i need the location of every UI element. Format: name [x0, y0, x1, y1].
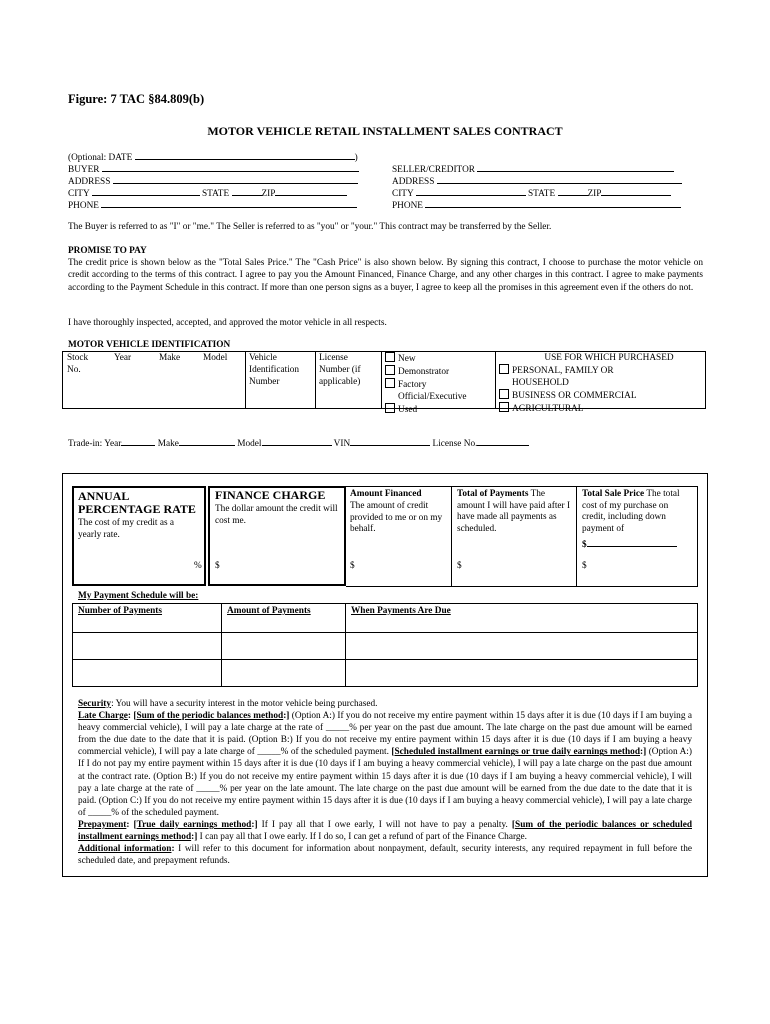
seller-label: SELLER/CREDITOR: [392, 165, 475, 175]
trade-model-label: Model: [237, 439, 262, 449]
late-text: (Option A:) If you do not receive my entire payment within 15 days after it is due (10 days if I am buying a heavy commercial vehicle), I will pay a late charge at the rate of _____% per year on the past due amount. The late charge on the past due amount will be earned from the due date to the date that it is paid. (Option B:) If you do not receive my entire payment within 15 days after it is due (10 days if I am buying a heavy commercial vehicle), I will pay a late charge of _____% of the scheduled payment.: [78, 711, 692, 758]
buyer-address-field[interactable]: [113, 175, 358, 184]
date-close: ): [354, 153, 358, 163]
security-label: Security: [78, 699, 112, 709]
trade-year-field[interactable]: [121, 437, 155, 446]
seller-phone-field[interactable]: [425, 199, 681, 208]
additional-paragraph: Additional information: I will refer to this document for information about nonpayment, default, security interests, any required repayment in full before the scheduled date, and prepayment refunds.: [78, 844, 693, 867]
col-license: License: [319, 353, 348, 363]
col-year: Year: [114, 353, 132, 363]
divider: [451, 486, 452, 586]
buyer-city-label: CITY: [68, 189, 90, 199]
schedule-cell[interactable]: [73, 660, 220, 686]
contract-title: MOTOR VEHICLE RETAIL INSTALLMENT SALES CONTRACT: [207, 124, 563, 138]
buyer-city-field[interactable]: [92, 187, 200, 196]
buyer-phone-label: PHONE: [68, 201, 99, 211]
total-sale-dollar[interactable]: $: [582, 561, 587, 571]
col-amount-payments: Amount of Payments: [227, 606, 311, 616]
prepay-method-2: Sum of the periodic balances or scheduled installment earnings method: [78, 819, 692, 843]
checkbox[interactable]: [499, 402, 509, 412]
col-divider: [381, 352, 382, 408]
divider: [697, 486, 698, 586]
prepay-text-2: I can pay all that I owe early. If I do so, I can get a refund of part of the Finance Charge.: [199, 832, 527, 843]
col-number: Number: [249, 377, 280, 387]
finance-charge-dollar[interactable]: $: [215, 561, 220, 571]
col-vehicle: Vehicle: [249, 353, 277, 363]
condition-demonstrator: Demonstrator: [385, 365, 467, 378]
use-business: BUSINESS OR COMMERCIAL: [499, 389, 699, 402]
finance-charge-title: FINANCE CHARGE: [215, 488, 326, 502]
schedule-cell[interactable]: [346, 660, 696, 686]
col-make: Make: [159, 353, 181, 363]
col-license-number: Number (if: [319, 365, 361, 375]
down-payment-field[interactable]: $: [582, 538, 677, 552]
seller-field[interactable]: [477, 163, 674, 172]
trade-model-field[interactable]: [262, 437, 332, 446]
divider: [346, 586, 698, 587]
terms-block: [78, 698, 692, 867]
buyer-state-field[interactable]: [232, 187, 262, 196]
use-heading: USE FOR WHICH PURCHASED: [544, 353, 674, 363]
schedule-cell[interactable]: [346, 633, 696, 658]
apr-title: ANNUAL PERCENTAGE RATE: [78, 489, 196, 516]
apr-percent[interactable]: %: [194, 561, 202, 571]
late-method-2: Scheduled installment earnings or true daily earnings method: [394, 747, 640, 758]
schedule-cell[interactable]: [222, 660, 344, 686]
trade-make-label: Make: [157, 439, 179, 449]
seller-phone-label: PHONE: [392, 201, 423, 211]
checkbox[interactable]: [385, 378, 395, 388]
total-sale-title: Total Sale Price: [582, 489, 645, 499]
apr-description: The cost of my credit as a yearly rate.: [78, 518, 175, 540]
buyer-label: BUYER: [68, 165, 100, 175]
date-label: (Optional: DATE: [68, 153, 133, 163]
col-stock-no: No.: [67, 365, 81, 375]
buyer-field[interactable]: [102, 163, 359, 172]
seller-state-field[interactable]: [558, 187, 588, 196]
late-text-2: (Option A:) If I do not pay my entire payment within 15 days after it is due (10 days if I am buying a heavy commercial vehicle), I will pay a late charge on the past due amount at the contract rate. (Option B:) If you do not receive my entire payment within 15 days after it is due (10 days if I am buying a heavy commercial vehicle), I will pay a late charge at the rate of _____% per year on the late amount. The late charge on the past due amount will be earned from the due date to the date that it is paid. (Option C:) If you do not receive my entire payment within 15 days after it is due (10 days if I am buying a heavy commercial vehicle), I will pay a late charge of _____% of the scheduled payment.: [78, 747, 692, 818]
late-charge-label: Late Charge: [78, 711, 128, 722]
checkbox[interactable]: [385, 365, 395, 375]
promise-heading: PROMISE TO PAY: [68, 246, 147, 256]
seller-city-field[interactable]: [416, 187, 526, 196]
schedule-heading: My Payment Schedule will be:: [78, 591, 199, 601]
amount-financed-description: The amount of credit provided to me or on my behalf.: [350, 501, 443, 535]
total-payments-cell: [457, 489, 571, 535]
use-agricultural: AGRICULTURAL: [499, 402, 699, 415]
figure-title: Figure: 7 TAC §84.809(b): [68, 92, 205, 106]
checkbox[interactable]: [385, 352, 395, 362]
prepayment-label: Prepayment: [78, 819, 127, 830]
buyer-address-label: ADDRESS: [68, 177, 111, 187]
security-paragraph: [78, 698, 692, 710]
late-method: Sum of the periodic balances method: [136, 711, 284, 722]
trade-in-row: [68, 437, 529, 449]
total-payments-description: The amount I will have paid after I have made all payments as scheduled.: [457, 489, 571, 534]
vehicle-id-heading: MOTOR VEHICLE IDENTIFICATION: [68, 340, 231, 350]
col-divider: [495, 352, 496, 408]
col-divider: [315, 352, 316, 408]
seller-address-label: ADDRESS: [392, 177, 435, 187]
trade-vin-field[interactable]: [350, 437, 430, 446]
use-personal: PERSONAL, FAMILY OR: [499, 364, 699, 377]
total-payments-dollar[interactable]: $: [457, 561, 462, 571]
total-payments-title: Total of Payments: [457, 489, 529, 499]
col-license-applicable: applicable): [319, 377, 361, 387]
checkbox[interactable]: [499, 364, 509, 374]
seller-state-label: STATE: [528, 189, 556, 199]
condition-new: New: [385, 352, 467, 365]
col-number-payments: Number of Payments: [78, 606, 163, 616]
amount-financed-dollar[interactable]: $: [350, 561, 355, 571]
condition-used: Used: [385, 403, 467, 416]
prepayment-paragraph: Prepayment: [True daily earnings method:] If I pay all that I owe early, I will not have to pay a penalty. [Sum of the periodic balances or scheduled installment earnings method:] I can pay all that I owe early. If I do so, I can get a refund of part of the Finance Charge.: [78, 819, 692, 843]
trade-vin-label: VIN: [333, 439, 351, 449]
seller-city-label: CITY: [392, 189, 414, 199]
trade-in-label: Trade-in:: [68, 439, 103, 449]
buyer-phone-field[interactable]: [101, 199, 357, 208]
amount-financed-title: Amount Financed: [350, 489, 422, 499]
inspection-text: I have thoroughly inspected, accepted, and approved the motor vehicle in all respects.: [68, 318, 387, 328]
trade-license-label: License No.: [432, 439, 478, 449]
vehicle-id-table: [62, 351, 706, 415]
col-when-due: When Payments Are Due: [351, 606, 451, 616]
finance-charge-description: The dollar amount the credit will cost me.: [215, 504, 338, 526]
col-model: Model: [203, 353, 228, 363]
date-field[interactable]: [135, 151, 355, 160]
trade-year-label: Year: [104, 439, 122, 449]
col-divider: [245, 352, 246, 408]
col-identification: Identification: [249, 365, 300, 375]
seller-address-field[interactable]: [437, 175, 682, 184]
buyer-zip-label: ZIP: [261, 189, 276, 199]
security-text: : You will have a security interest in the motor vehicle being purchased.: [111, 699, 378, 709]
condition-factory: Factory: [385, 378, 467, 391]
total-sale-description: The total cost of my purchase on credit, including down payment of: [582, 489, 680, 534]
divider: [576, 486, 577, 586]
col-stock: Stock: [67, 353, 89, 363]
checkbox[interactable]: [499, 389, 509, 399]
checkbox[interactable]: [385, 403, 395, 413]
trade-make-field[interactable]: [179, 437, 235, 446]
down-payment-line[interactable]: [587, 538, 677, 547]
buyer-zip-field[interactable]: [275, 187, 347, 196]
use-household: HOUSEHOLD: [512, 378, 569, 388]
prepay-text: If I pay all that I owe early, I will not have to pay a penalty.: [261, 819, 508, 830]
buyer-state-label: STATE: [202, 189, 230, 199]
prepay-method: True daily earnings method: [136, 819, 252, 830]
additional-text: I will refer to this document for information about nonpayment, default, security interests, any required repayment in full before the scheduled date, and prepayment refunds.: [78, 844, 693, 867]
trade-license-field[interactable]: [477, 437, 529, 446]
schedule-cell[interactable]: [222, 633, 344, 658]
referral-text: The Buyer is referred to as "I" or "me." The Seller is referred to as "you" or "your." This contract may be transferred by the Seller.: [68, 222, 552, 232]
additional-label: Additional information: [78, 844, 172, 855]
condition-official: Official/Executive: [398, 392, 467, 402]
seller-zip-field[interactable]: [601, 187, 671, 196]
total-sale-cell: [582, 489, 692, 535]
late-charge-paragraph: Late Charge: [Sum of the periodic balances method:] (Option A:) If you do not receive my entire payment within 15 days after it is due (10 days if I am buying a heavy commercial vehicle), I will pay a late charge at the rate of _____% per year on the past due amount. The late charge on the past due amount will be earned from the due date to the date that it is paid. (Option B:) If you do not receive my entire payment within 15 days after it is due (10 days if I am buying a heavy commercial vehicle), I will pay a late charge of _____% of the scheduled payment. [Scheduled installment earnings or true daily earnings method:] (Option A:) If I do not pay my entire payment within 15 days after it is due (10 days if I am buying a heavy commercial vehicle), I will pay a late charge on the past due amount at the contract rate. (Option B:) If you do not receive my entire payment within 15 days after it is due (10 days if I am buying a heavy commercial vehicle), I will pay a late charge at the rate of _____% per year on the late amount. The late charge on the past due amount will be earned from the due date to the date that it is paid. (Option C:) If you do not receive my entire payment within 15 days after it is due (10 days if I am buying a heavy commercial vehicle), I will pay a late charge of _____% of the scheduled payment.: [78, 711, 692, 818]
promise-body: The credit price is shown below as the "Total Sales Price." The "Cash Price" is also shown below. By signing this contract, I choose to purchase the motor vehicle on credit according to the terms of this contract. I agree to pay you the Amount Financed, Finance Charge, and any other charges in this contract. I agree to make payments according to the Payment Schedule in this contract. If more than one person signs as a buyer, I agree to keep all the promises in this agreement even if the others do not.: [68, 258, 703, 293]
divider: [346, 486, 698, 487]
seller-zip-label: ZIP: [587, 189, 602, 199]
schedule-cell[interactable]: [73, 633, 220, 658]
